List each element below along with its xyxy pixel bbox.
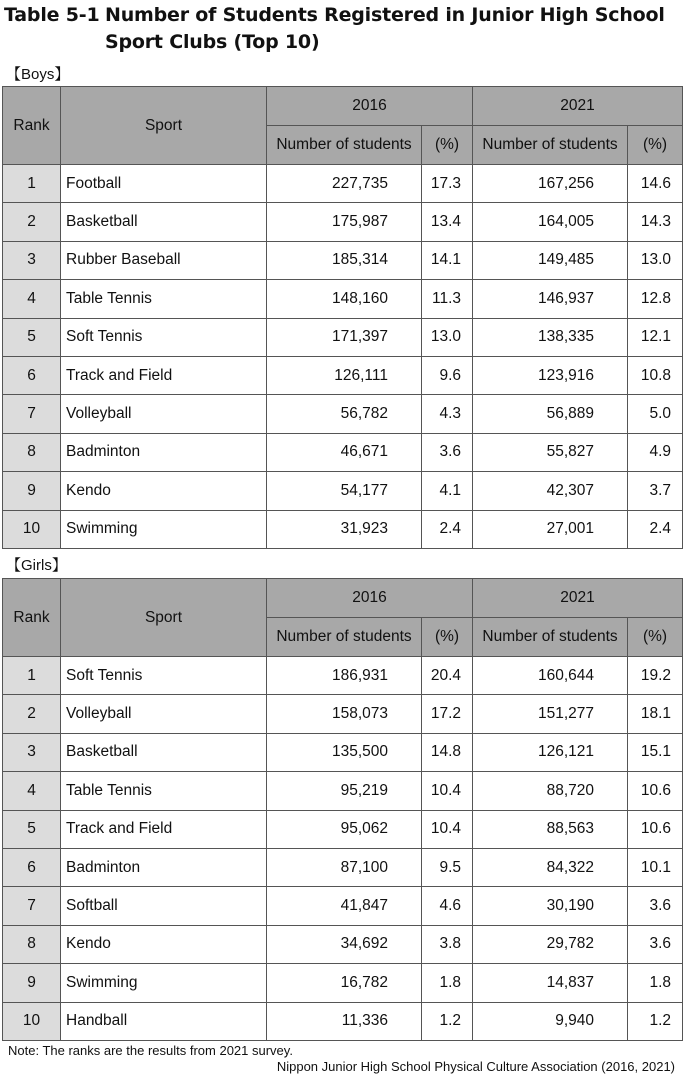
percent-2021-cell: 3.6 xyxy=(628,925,683,963)
rank-cell: 8 xyxy=(3,925,61,963)
students-2021-cell: 30,190 xyxy=(473,887,628,925)
students-2016-cell: 11,336 xyxy=(267,1002,422,1040)
rank-cell: 9 xyxy=(3,964,61,1002)
rank-cell: 8 xyxy=(3,433,61,471)
students-2021-cell: 88,720 xyxy=(473,772,628,810)
table-row xyxy=(3,733,683,771)
table-row xyxy=(3,772,683,810)
table-row xyxy=(3,925,683,963)
percent-2016-cell: 13.4 xyxy=(422,203,473,241)
students-2016-header: Number of students xyxy=(267,126,422,165)
percent-2016-cell: 14.1 xyxy=(422,241,473,279)
students-2021-cell: 164,005 xyxy=(473,203,628,241)
students-2016-cell: 95,219 xyxy=(267,772,422,810)
table-row xyxy=(3,510,683,548)
percent-2021-cell: 10.6 xyxy=(628,772,683,810)
sport-cell: Volleyball xyxy=(61,395,267,433)
percent-2021-cell: 10.1 xyxy=(628,848,683,886)
percent-2021-cell: 5.0 xyxy=(628,395,683,433)
students-2021-cell: 84,322 xyxy=(473,848,628,886)
students-2016-cell: 56,782 xyxy=(267,395,422,433)
rank-cell: 10 xyxy=(3,510,61,548)
rank-cell: 1 xyxy=(3,657,61,695)
percent-2021-cell: 10.8 xyxy=(628,356,683,394)
percent-2021-cell: 10.6 xyxy=(628,810,683,848)
students-2016-cell: 46,671 xyxy=(267,433,422,471)
table-row xyxy=(3,887,683,925)
percent-2016-cell: 3.8 xyxy=(422,925,473,963)
percent-2021-cell: 4.9 xyxy=(628,433,683,471)
students-2016-cell: 227,735 xyxy=(267,165,422,203)
percent-2016-cell: 9.5 xyxy=(422,848,473,886)
students-2016-cell: 16,782 xyxy=(267,964,422,1002)
rank-cell: 2 xyxy=(3,203,61,241)
girls-section-label: 【Girls】 xyxy=(6,557,67,574)
sport-cell: Volleyball xyxy=(61,695,267,733)
sport-cell: Soft Tennis xyxy=(61,657,267,695)
sport-cell: Kendo xyxy=(61,472,267,510)
boys-section-label: 【Boys】 xyxy=(6,66,70,83)
percent-2016-cell: 4.1 xyxy=(422,472,473,510)
percent-2016-cell: 9.6 xyxy=(422,356,473,394)
students-2016-cell: 158,073 xyxy=(267,695,422,733)
students-2016-cell: 54,177 xyxy=(267,472,422,510)
students-2021-header: Number of students xyxy=(473,618,628,657)
students-2016-header: Number of students xyxy=(267,618,422,657)
table-row xyxy=(3,472,683,510)
year-2021-header: 2021 xyxy=(473,579,683,618)
students-2021-cell: 9,940 xyxy=(473,1002,628,1040)
percent-2016-header: (%) xyxy=(422,618,473,657)
table-row xyxy=(3,318,683,356)
percent-2016-header: (%) xyxy=(422,126,473,165)
students-2021-cell: 149,485 xyxy=(473,241,628,279)
rank-header: Rank xyxy=(3,87,61,165)
percent-2016-cell: 13.0 xyxy=(422,318,473,356)
sport-cell: Badminton xyxy=(61,848,267,886)
sport-cell: Handball xyxy=(61,1002,267,1040)
table-row xyxy=(3,810,683,848)
students-2016-cell: 135,500 xyxy=(267,733,422,771)
students-2016-cell: 186,931 xyxy=(267,657,422,695)
title-line-2: Sport Clubs (Top 10) xyxy=(105,31,320,53)
percent-2016-cell: 14.8 xyxy=(422,733,473,771)
rank-cell: 10 xyxy=(3,1002,61,1040)
year-2016-header: 2016 xyxy=(267,579,473,618)
source-citation: Nippon Junior High School Physical Culture Association (2016, 2021) xyxy=(276,1059,675,1074)
table-row xyxy=(3,964,683,1002)
rank-cell: 7 xyxy=(3,887,61,925)
percent-2021-cell: 2.4 xyxy=(628,510,683,548)
percent-2021-header: (%) xyxy=(628,126,683,165)
percent-2021-cell: 13.0 xyxy=(628,241,683,279)
boys-table xyxy=(2,86,683,549)
percent-2021-cell: 3.6 xyxy=(628,887,683,925)
students-2021-cell: 151,277 xyxy=(473,695,628,733)
percent-2021-cell: 18.1 xyxy=(628,695,683,733)
sport-cell: Basketball xyxy=(61,733,267,771)
sport-cell: Basketball xyxy=(61,203,267,241)
students-2016-cell: 34,692 xyxy=(267,925,422,963)
sport-cell: Badminton xyxy=(61,433,267,471)
sport-header: Sport xyxy=(61,87,267,165)
rank-cell: 6 xyxy=(3,356,61,394)
percent-2021-header: (%) xyxy=(628,618,683,657)
percent-2016-cell: 11.3 xyxy=(422,280,473,318)
students-2021-cell: 27,001 xyxy=(473,510,628,548)
rank-cell: 1 xyxy=(3,165,61,203)
students-2016-cell: 126,111 xyxy=(267,356,422,394)
students-2021-cell: 123,916 xyxy=(473,356,628,394)
percent-2016-cell: 1.8 xyxy=(422,964,473,1002)
percent-2016-cell: 4.3 xyxy=(422,395,473,433)
students-2016-cell: 87,100 xyxy=(267,848,422,886)
students-2016-cell: 41,847 xyxy=(267,887,422,925)
percent-2021-cell: 1.2 xyxy=(628,1002,683,1040)
students-2021-header: Number of students xyxy=(473,126,628,165)
percent-2016-cell: 2.4 xyxy=(422,510,473,548)
rank-cell: 6 xyxy=(3,848,61,886)
girls-table xyxy=(2,578,683,1041)
sport-header: Sport xyxy=(61,579,267,657)
sport-cell: Softball xyxy=(61,887,267,925)
sport-cell: Table Tennis xyxy=(61,280,267,318)
students-2016-cell: 171,397 xyxy=(267,318,422,356)
percent-2016-cell: 20.4 xyxy=(422,657,473,695)
table-row xyxy=(3,280,683,318)
students-2021-cell: 88,563 xyxy=(473,810,628,848)
rank-cell: 3 xyxy=(3,241,61,279)
students-2021-cell: 146,937 xyxy=(473,280,628,318)
table-row xyxy=(3,241,683,279)
sport-cell: Track and Field xyxy=(61,356,267,394)
students-2016-cell: 31,923 xyxy=(267,510,422,548)
sport-cell: Swimming xyxy=(61,964,267,1002)
percent-2016-cell: 17.2 xyxy=(422,695,473,733)
table-row xyxy=(3,433,683,471)
title-line-1: Number of Students Registered in Junior High School xyxy=(105,4,665,26)
students-2016-cell: 148,160 xyxy=(267,280,422,318)
table-row xyxy=(3,1002,683,1040)
students-2021-cell: 56,889 xyxy=(473,395,628,433)
students-2016-cell: 175,987 xyxy=(267,203,422,241)
percent-2016-cell: 3.6 xyxy=(422,433,473,471)
percent-2021-cell: 12.1 xyxy=(628,318,683,356)
year-2021-header: 2021 xyxy=(473,87,683,126)
footnote: Note: The ranks are the results from 2021 survey. xyxy=(8,1043,293,1058)
students-2016-cell: 95,062 xyxy=(267,810,422,848)
sport-cell: Rubber Baseball xyxy=(61,241,267,279)
table-title xyxy=(4,2,684,56)
sport-cell: Track and Field xyxy=(61,810,267,848)
table-row xyxy=(3,395,683,433)
percent-2021-cell: 12.8 xyxy=(628,280,683,318)
students-2021-cell: 29,782 xyxy=(473,925,628,963)
table-number: Table 5-1 xyxy=(4,4,100,26)
rank-cell: 5 xyxy=(3,318,61,356)
table-row xyxy=(3,165,683,203)
students-2021-cell: 167,256 xyxy=(473,165,628,203)
sport-cell: Swimming xyxy=(61,510,267,548)
rank-cell: 7 xyxy=(3,395,61,433)
students-2016-cell: 185,314 xyxy=(267,241,422,279)
students-2021-cell: 138,335 xyxy=(473,318,628,356)
percent-2021-cell: 1.8 xyxy=(628,964,683,1002)
percent-2016-cell: 1.2 xyxy=(422,1002,473,1040)
rank-cell: 5 xyxy=(3,810,61,848)
rank-cell: 4 xyxy=(3,280,61,318)
percent-2021-cell: 15.1 xyxy=(628,733,683,771)
sport-cell: Kendo xyxy=(61,925,267,963)
rank-cell: 2 xyxy=(3,695,61,733)
percent-2016-cell: 10.4 xyxy=(422,810,473,848)
students-2021-cell: 14,837 xyxy=(473,964,628,1002)
percent-2021-cell: 19.2 xyxy=(628,657,683,695)
rank-header: Rank xyxy=(3,579,61,657)
table-row xyxy=(3,356,683,394)
table-row xyxy=(3,848,683,886)
students-2021-cell: 55,827 xyxy=(473,433,628,471)
percent-2016-cell: 17.3 xyxy=(422,165,473,203)
students-2021-cell: 160,644 xyxy=(473,657,628,695)
students-2021-cell: 126,121 xyxy=(473,733,628,771)
percent-2021-cell: 3.7 xyxy=(628,472,683,510)
year-2016-header: 2016 xyxy=(267,87,473,126)
table-row xyxy=(3,695,683,733)
sport-cell: Table Tennis xyxy=(61,772,267,810)
table-row xyxy=(3,657,683,695)
table-row xyxy=(3,203,683,241)
sport-cell: Soft Tennis xyxy=(61,318,267,356)
percent-2021-cell: 14.6 xyxy=(628,165,683,203)
rank-cell: 9 xyxy=(3,472,61,510)
rank-cell: 3 xyxy=(3,733,61,771)
percent-2021-cell: 14.3 xyxy=(628,203,683,241)
sport-cell: Football xyxy=(61,165,267,203)
percent-2016-cell: 10.4 xyxy=(422,772,473,810)
students-2021-cell: 42,307 xyxy=(473,472,628,510)
percent-2016-cell: 4.6 xyxy=(422,887,473,925)
rank-cell: 4 xyxy=(3,772,61,810)
